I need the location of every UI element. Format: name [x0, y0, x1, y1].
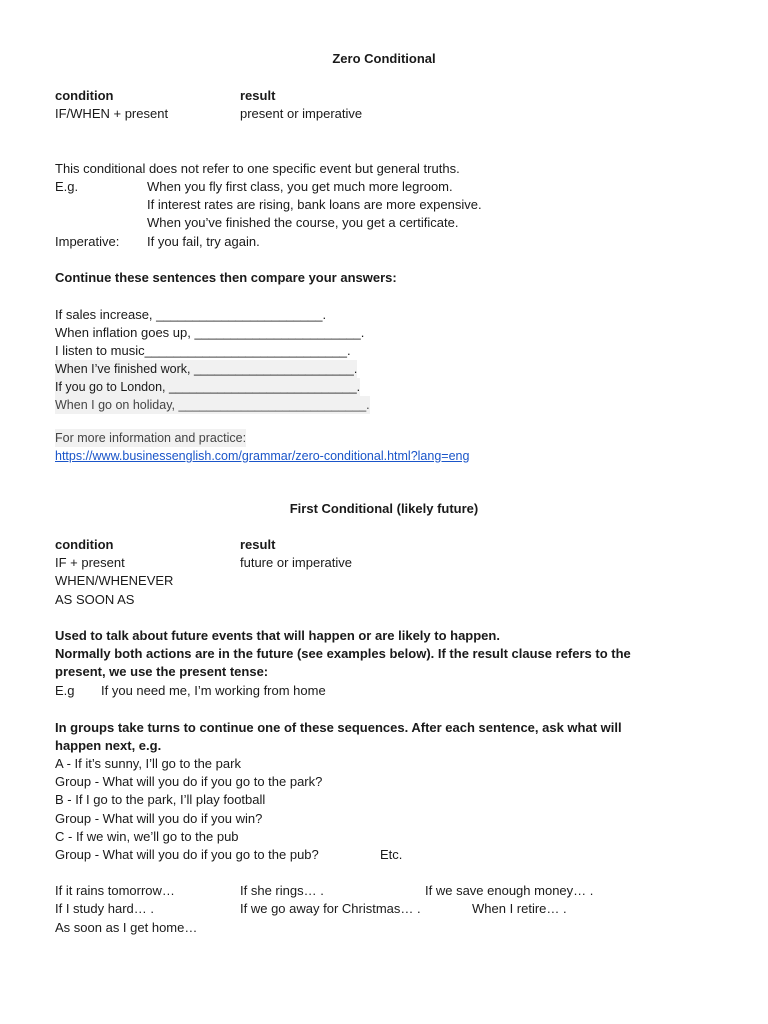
first-condition-form: AS SOON AS [55, 592, 135, 607]
zero-conditional-link[interactable]: https://www.businessenglish.com/grammar/zero-conditional.html?lang=eng [55, 449, 470, 463]
prompt-item: If I study hard… . [55, 901, 154, 916]
zero-result-form: present or imperative [240, 106, 363, 121]
zero-example-3: When you’ve finished the course, you get a certificate. [147, 215, 459, 230]
zero-exercise-heading: Continue these sentences then compare your answers: [55, 270, 397, 285]
sequence-line: B - If I go to the park, I’ll play football [55, 792, 266, 807]
zero-conditional-title: Zero Conditional [332, 51, 436, 66]
prompt-item: When I retire… . [472, 901, 567, 916]
first-result-form: future or imperative [240, 555, 352, 570]
sequence-line: Group - What will you do if you go to the pub? [55, 847, 319, 862]
sequence-line: Group - What will you do if you go to the park? [55, 774, 323, 789]
exercise-line: When I’ve finished work, _______________________. [55, 362, 358, 376]
exercise-line: When inflation goes up, _______________________. [55, 325, 365, 340]
prompt-item: As soon as I get home… [55, 920, 198, 935]
exercise-line: When I go on holiday, ___________________________. [55, 398, 370, 412]
zero-condition-form: IF/WHEN + present [55, 106, 169, 121]
exercise-line: If sales increase, _______________________. [55, 307, 327, 322]
first-conditional-title: First Conditional (likely future) [289, 501, 479, 516]
zero-imperative-label: Imperative: [55, 234, 120, 249]
groups-heading-line: In groups take turns to continue one of these sequences. After each sentence, ask what will [55, 720, 622, 735]
zero-example-1: When you fly first class, you get much more legroom. [147, 179, 453, 194]
sequence-line: A - If it’s sunny, I’ll go to the park [55, 756, 241, 771]
first-note-line: present, we use the present tense: [55, 664, 269, 679]
prompt-item: If we go away for Christmas… . [240, 901, 421, 916]
first-condition-header: condition [55, 537, 114, 552]
zero-result-header: result [240, 88, 276, 103]
more-info-label: For more information and practice: [55, 431, 247, 445]
zero-imperative-example: If you fail, try again. [147, 234, 260, 249]
exercise-line: If you go to London, ___________________________. [55, 380, 361, 394]
zero-condition-header: condition [55, 88, 114, 103]
zero-eg-label: E.g. [55, 179, 79, 194]
zero-description: This conditional does not refer to one specific event but general truths. [55, 161, 460, 176]
sequence-line: C - If we win, we’ll go to the pub [55, 829, 239, 844]
prompt-item: If it rains tomorrow… [55, 883, 175, 898]
first-condition-form: WHEN/WHENEVER [55, 573, 174, 588]
prompt-item: If we save enough money… . [425, 883, 594, 898]
first-eg-text: If you need me, I’m working from home [101, 683, 326, 698]
first-note-line: Used to talk about future events that will happen or are likely to happen. [55, 628, 500, 643]
zero-example-2: If interest rates are rising, bank loans are more expensive. [147, 197, 482, 212]
first-result-header: result [240, 537, 276, 552]
first-eg-label: E.g [55, 683, 75, 698]
exercise-line: I listen to music____________________________. [55, 343, 351, 358]
first-note-line: Normally both actions are in the future (see examples below). If the result clause refers to the [55, 646, 631, 661]
sequence-line: Group - What will you do if you win? [55, 811, 263, 826]
prompt-item: If she rings… . [240, 883, 324, 898]
groups-heading-line: happen next, e.g. [55, 738, 162, 753]
sequence-etc: Etc. [380, 847, 403, 862]
first-condition-form: IF + present [55, 555, 125, 570]
